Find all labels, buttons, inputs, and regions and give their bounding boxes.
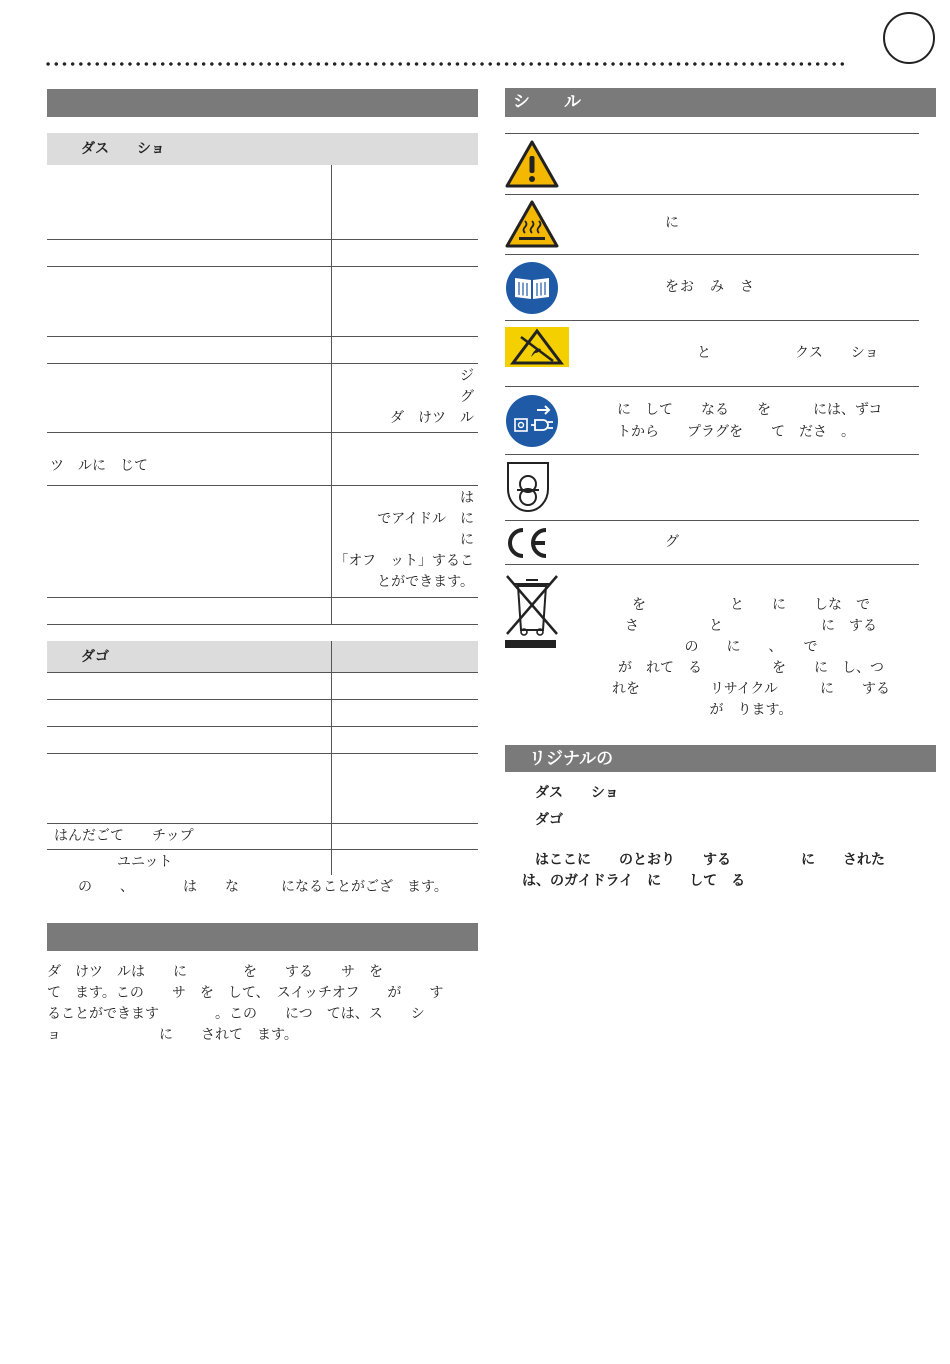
original-title-bar: リジナルの: [505, 745, 936, 772]
symbol-text: に: [665, 215, 679, 231]
language-badge: [883, 12, 935, 64]
declaration-line: は、のガイドライ に して る: [522, 873, 746, 889]
table-rule: [47, 672, 478, 673]
warning-triangle-icon: [505, 139, 559, 189]
declaration-line: はここに のとおり する に された: [535, 852, 885, 868]
table-rule: [505, 194, 919, 195]
table-rule: [505, 520, 919, 521]
product-table-cell: ジ グ ダ けツ ル: [390, 368, 474, 426]
table-rule: [47, 239, 478, 240]
read-manual-icon: [505, 261, 559, 315]
hot-surface-icon: [505, 199, 559, 249]
original-line: ダス ショ: [535, 785, 619, 801]
table-rule: [505, 133, 919, 134]
table-rule: [47, 823, 478, 824]
table-rule: [505, 564, 919, 565]
tool-table-cell: はんだごて チップ: [54, 828, 194, 844]
body-line: ることができます 。この につ ては、ス シ: [47, 1006, 425, 1022]
table-rule: [505, 454, 919, 455]
table-rule: [505, 320, 919, 321]
table-divider: [331, 165, 332, 624]
table-divider: [331, 641, 332, 875]
symbol-text: に して なる を には、ずコ トから プラグを て ださ 。: [617, 402, 883, 440]
section-title-bar: [47, 923, 478, 951]
symbol-text: と クス ショ: [697, 345, 879, 361]
table-rule: [47, 597, 478, 598]
dotted-rule: [44, 60, 844, 68]
table-rule: [505, 386, 919, 387]
symbols-title-bar: シ ル: [505, 88, 936, 117]
tool-table-note: の 、 は な になることがござ ます。: [78, 879, 448, 895]
table-rule: [47, 485, 478, 486]
product-table-cell: ツ ルに じて: [50, 458, 148, 474]
weee-bin-icon: [504, 572, 560, 650]
table-rule: [47, 849, 478, 850]
table-rule: [47, 753, 478, 754]
eye-protection-icon: [505, 460, 551, 514]
esd-icon: [505, 327, 569, 367]
table-rule: [47, 336, 478, 337]
tool-table-header: ダゴ: [47, 641, 478, 672]
ce-mark-icon: [504, 526, 550, 560]
unplug-icon: [505, 394, 559, 448]
table-rule: [47, 699, 478, 700]
table-rule: [47, 363, 478, 364]
symbol-text: をお み さ: [665, 279, 755, 295]
table-rule: [47, 432, 478, 433]
symbol-text: グ: [665, 534, 679, 550]
product-table-cell: は でアイドル に に 「オフ ット」するこ とができます。: [334, 490, 474, 590]
tool-table-cell: ユニット: [117, 854, 173, 870]
table-rule: [47, 266, 478, 267]
symbol-text: を と に しな で さ と に する の に 、 で が れて る を に し、つ れを リサイクル に する が ります。: [611, 597, 891, 718]
table-rule: [47, 624, 478, 625]
section-title-bar: [47, 89, 478, 117]
table-rule: [47, 726, 478, 727]
product-table-header: ダス ショ: [47, 133, 478, 165]
body-line: ョ に されて ます。: [47, 1027, 298, 1043]
body-line: て ます。この サ を して、 スイッチオフ が す: [47, 985, 444, 1001]
table-rule: [505, 254, 919, 255]
original-line: ダゴ: [535, 812, 563, 828]
body-line: ダ けツ ルは に を する サ を: [47, 964, 383, 980]
